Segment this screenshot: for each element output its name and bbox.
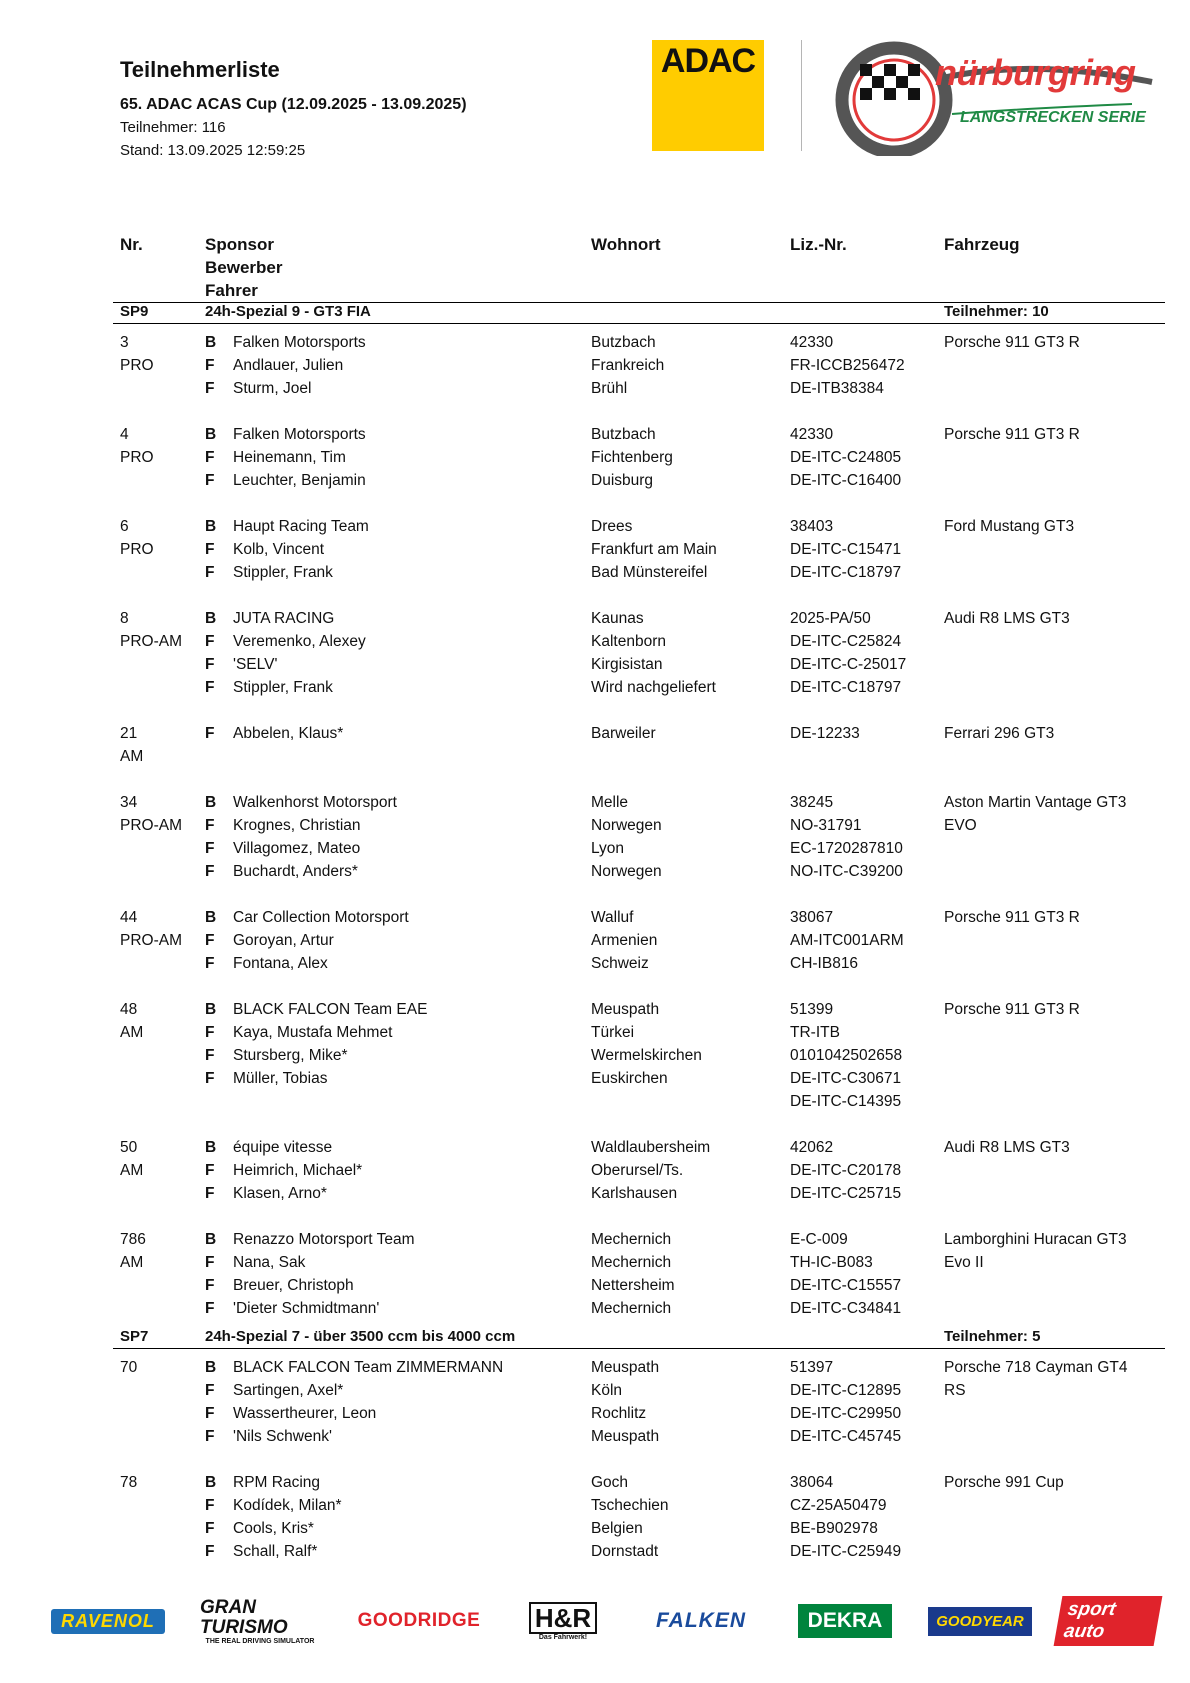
- start-number: 48: [120, 1001, 138, 1018]
- entry-row: [113, 1425, 1165, 1448]
- role-marker: F: [205, 449, 215, 466]
- person-name: Müller, Tobias: [233, 1070, 328, 1087]
- person-name: Kolb, Vincent: [233, 541, 325, 558]
- wohnort: Mechernich: [591, 1300, 672, 1317]
- person-name: Stursberg, Mike*: [233, 1047, 348, 1064]
- wohnort: Brühl: [591, 380, 628, 397]
- person-name: 'Dieter Schmidtmann': [233, 1300, 380, 1317]
- vehicle: Ford Mustang GT3: [944, 518, 1075, 535]
- person-name: Buchardt, Anders*: [233, 863, 358, 880]
- role-marker: F: [205, 1300, 215, 1317]
- category: PRO-AM: [120, 633, 182, 650]
- role-marker: B: [205, 909, 217, 926]
- col-fahrer: Fahrer: [205, 281, 258, 300]
- person-name: Veremenko, Alexey: [233, 633, 366, 650]
- wohnort: Wird nachgeliefert: [591, 679, 716, 696]
- wohnort: Frankreich: [591, 357, 665, 374]
- role-marker: B: [205, 1474, 217, 1491]
- role-marker: F: [205, 679, 215, 696]
- start-number: 786: [120, 1231, 146, 1248]
- license-number: DE-ITC-C15557: [790, 1277, 902, 1294]
- category: PRO: [120, 357, 154, 374]
- entry-row: [113, 1136, 1165, 1159]
- person-name: Heinemann, Tim: [233, 449, 346, 466]
- wohnort: Euskirchen: [591, 1070, 668, 1087]
- class-code: SP9: [120, 303, 149, 320]
- wohnort: Dornstadt: [591, 1543, 659, 1560]
- entry-78: [113, 1471, 1165, 1563]
- license-number: E-C-009: [790, 1231, 848, 1248]
- wohnort: Fichtenberg: [591, 449, 673, 466]
- wohnort: Walluf: [591, 909, 634, 926]
- entry-row: [113, 423, 1165, 446]
- entry-row: [113, 354, 1165, 377]
- entry-row: [113, 1044, 1165, 1067]
- wohnort: Meuspath: [591, 1001, 660, 1018]
- license-number: DE-ITC-C34841: [790, 1300, 902, 1317]
- license-number: DE-ITC-C24805: [790, 449, 902, 466]
- role-marker: B: [205, 610, 217, 627]
- person-name: Renazzo Motorsport Team: [233, 1231, 415, 1248]
- license-number: DE-ITC-C15471: [790, 541, 902, 558]
- license-number: DE-ITC-C14395: [790, 1093, 902, 1110]
- class-count: Teilnehmer: 5: [944, 1328, 1041, 1345]
- license-number: DE-ITC-C-25017: [790, 656, 907, 673]
- person-name: BLACK FALCON Team ZIMMERMANN: [233, 1359, 504, 1376]
- role-marker: F: [205, 817, 215, 834]
- license-number: DE-ITC-C45745: [790, 1428, 902, 1445]
- entry-row: [113, 1228, 1165, 1251]
- vehicle: Aston Martin Vantage GT3: [944, 794, 1127, 811]
- license-number: 38064: [790, 1474, 834, 1491]
- entry-row: [113, 929, 1165, 952]
- wohnort: Kaltenborn: [591, 633, 666, 650]
- wohnort: Meuspath: [591, 1428, 660, 1445]
- entry-row: [113, 722, 1165, 745]
- wohnort: Karlshausen: [591, 1185, 678, 1202]
- wohnort: Bad Münstereifel: [591, 564, 708, 581]
- ravenol-logo-text: RAVENOL: [51, 1609, 165, 1634]
- col-bewerber: Bewerber: [205, 258, 283, 277]
- vehicle: Porsche 718 Cayman GT4: [944, 1359, 1128, 1376]
- role-marker: F: [205, 357, 215, 374]
- entry-row: [113, 1379, 1165, 1402]
- category: AM: [120, 1024, 144, 1041]
- person-name: Goroyan, Artur: [233, 932, 334, 949]
- entry-50: [113, 1136, 1165, 1205]
- sport-auto-logo: [1058, 1598, 1158, 1644]
- wohnort: Meuspath: [591, 1359, 660, 1376]
- role-marker: B: [205, 794, 217, 811]
- license-number: DE-ITC-C25824: [790, 633, 902, 650]
- role-marker: F: [205, 1070, 215, 1087]
- entry-34: [113, 791, 1165, 883]
- class-code: SP7: [120, 1328, 149, 1345]
- category: AM: [120, 1162, 144, 1179]
- person-name: Haupt Racing Team: [233, 518, 369, 535]
- wohnort: Goch: [591, 1474, 629, 1491]
- entry-row: [113, 630, 1165, 653]
- entry-row: [113, 446, 1165, 469]
- license-number: AM-ITC001ARM: [790, 932, 904, 949]
- falken-logo: FALKEN: [656, 1609, 746, 1632]
- goodyear-logo: [920, 1598, 1040, 1644]
- goodridge-logo: GOODRIDGE: [357, 1610, 481, 1631]
- category: AM: [120, 1254, 144, 1271]
- entry-786: [113, 1228, 1165, 1320]
- logo-divider: [801, 40, 802, 151]
- dekra-logo: [790, 1598, 900, 1644]
- entry-70: [113, 1356, 1165, 1448]
- role-marker: F: [205, 1254, 215, 1271]
- license-number: DE-ITC-C29950: [790, 1405, 902, 1422]
- entry-row: [113, 1067, 1165, 1090]
- role-marker: F: [205, 840, 215, 857]
- role-marker: B: [205, 518, 217, 535]
- entry-row: [113, 1297, 1165, 1320]
- person-name: Breuer, Christoph: [233, 1277, 354, 1294]
- wohnort: Waldlaubersheim: [591, 1139, 711, 1156]
- person-name: Cools, Kris*: [233, 1520, 314, 1537]
- entry-row: [113, 377, 1165, 400]
- person-name: BLACK FALCON Team EAE: [233, 1001, 428, 1018]
- person-name: Abbelen, Klaus*: [233, 725, 344, 742]
- entry-row: [113, 1182, 1165, 1205]
- wohnort: Mechernich: [591, 1231, 672, 1248]
- person-name: Falken Motorsports: [233, 426, 366, 443]
- role-marker: F: [205, 1497, 215, 1514]
- wohnort: Norwegen: [591, 863, 662, 880]
- wohnort: Türkei: [591, 1024, 635, 1041]
- adac-logo-text: ADAC: [660, 42, 756, 80]
- col-liz: Liz.-Nr.: [790, 235, 847, 254]
- role-marker: F: [205, 1024, 215, 1041]
- class-count: Teilnehmer: 10: [944, 303, 1049, 320]
- license-number: DE-ITC-C18797: [790, 679, 902, 696]
- wohnort: Kirgisistan: [591, 656, 663, 673]
- category: PRO: [120, 449, 154, 466]
- person-name: Wassertheurer, Leon: [233, 1405, 377, 1422]
- wohnort: Duisburg: [591, 472, 654, 489]
- entry-row: [113, 906, 1165, 929]
- entry-4: [113, 423, 1165, 492]
- license-number: TH-IC-B083: [790, 1254, 873, 1271]
- col-sponsor: Sponsor: [205, 235, 274, 254]
- entry-3: [113, 331, 1165, 400]
- vehicle: Evo II: [944, 1254, 984, 1271]
- col-sponsor-group: [205, 233, 282, 302]
- sponsor-bar: [38, 1598, 1158, 1644]
- role-marker: B: [205, 1001, 217, 1018]
- role-marker: B: [205, 426, 217, 443]
- person-name: Leuchter, Benjamin: [233, 472, 366, 489]
- role-marker: B: [205, 1139, 217, 1156]
- adac-logo: [652, 40, 764, 151]
- entry-row: [113, 607, 1165, 630]
- role-marker: F: [205, 1428, 215, 1445]
- role-marker: F: [205, 1047, 215, 1064]
- vehicle: Ferrari 296 GT3: [944, 725, 1055, 742]
- license-number: CZ-25A50479: [790, 1497, 887, 1514]
- start-number: 70: [120, 1359, 138, 1376]
- role-marker: F: [205, 725, 215, 742]
- start-number: 8: [120, 610, 129, 627]
- event-title: 65. ADAC ACAS Cup (12.09.2025 - 13.09.2025): [120, 96, 467, 113]
- participant-count: Teilnehmer: 116: [120, 119, 226, 136]
- entry-row: [113, 1090, 1165, 1113]
- wohnort: Butzbach: [591, 426, 656, 443]
- column-header: [113, 233, 1165, 303]
- license-number: DE-ITC-C12895: [790, 1382, 902, 1399]
- start-number: 44: [120, 909, 138, 926]
- role-marker: F: [205, 1185, 215, 1202]
- license-number: DE-ITC-C16400: [790, 472, 902, 489]
- class-header: [113, 300, 1165, 324]
- wohnort: Schweiz: [591, 955, 649, 972]
- vehicle: Porsche 911 GT3 R: [944, 909, 1080, 926]
- ravenol-logo: [38, 1598, 178, 1644]
- person-name: Falken Motorsports: [233, 334, 366, 351]
- license-number: DE-12233: [790, 725, 860, 742]
- entry-row: [113, 561, 1165, 584]
- category: PRO-AM: [120, 817, 182, 834]
- vehicle: Lamborghini Huracan GT3: [944, 1231, 1127, 1248]
- license-number: DE-ITB38384: [790, 380, 884, 397]
- vehicle: Porsche 911 GT3 R: [944, 1001, 1080, 1018]
- wohnort: Norwegen: [591, 817, 662, 834]
- entry-row: [113, 814, 1165, 837]
- goodyear-logo-text: GOODYEAR: [928, 1607, 1032, 1636]
- category: PRO-AM: [120, 932, 182, 949]
- entry-row: [113, 1540, 1165, 1563]
- vehicle: Audi R8 LMS GT3: [944, 610, 1070, 627]
- entry-row: [113, 1356, 1165, 1379]
- person-name: Heimrich, Michael*: [233, 1162, 363, 1179]
- person-name: Villagomez, Mateo: [233, 840, 361, 857]
- license-number: DE-ITC-C20178: [790, 1162, 902, 1179]
- vehicle: Audi R8 LMS GT3: [944, 1139, 1070, 1156]
- license-number: 51399: [790, 1001, 834, 1018]
- person-name: Stippler, Frank: [233, 564, 333, 581]
- role-marker: F: [205, 1162, 215, 1179]
- class-name: 24h-Spezial 9 - GT3 FIA: [205, 303, 371, 320]
- category: AM: [120, 748, 144, 765]
- entry-row: [113, 998, 1165, 1021]
- wohnort: Butzbach: [591, 334, 656, 351]
- entry-row: [113, 469, 1165, 492]
- wohnort: Belgien: [591, 1520, 643, 1537]
- license-number: CH-IB816: [790, 955, 859, 972]
- role-marker: F: [205, 472, 215, 489]
- entry-44: [113, 906, 1165, 975]
- person-name: Andlauer, Julien: [233, 357, 344, 374]
- wohnort: Tschechien: [591, 1497, 669, 1514]
- start-number: 6: [120, 518, 129, 535]
- vehicle: Porsche 991 Cup: [944, 1474, 1064, 1491]
- start-number: 4: [120, 426, 129, 443]
- wohnort: Nettersheim: [591, 1277, 675, 1294]
- person-name: Kaya, Mustafa Mehmet: [233, 1024, 393, 1041]
- entry-row: [113, 1021, 1165, 1044]
- role-marker: F: [205, 863, 215, 880]
- license-number: NO-ITC-C39200: [790, 863, 903, 880]
- wohnort: Kaunas: [591, 610, 644, 627]
- vehicle: RS: [944, 1382, 966, 1399]
- gran-turismo-logo-sub: THE REAL DRIVING SIMULATOR: [205, 1637, 315, 1645]
- hr-logo-sub: Das Fahrwerk!: [538, 1633, 588, 1641]
- license-number: BE-B902978: [790, 1520, 878, 1537]
- person-name: Stippler, Frank: [233, 679, 333, 696]
- class-header: [113, 1325, 1165, 1349]
- role-marker: F: [205, 1405, 215, 1422]
- wohnort: Barweiler: [591, 725, 656, 742]
- wohnort: Oberursel/Ts.: [591, 1162, 684, 1179]
- entry-row: [113, 331, 1165, 354]
- document-title: Teilnehmerliste: [120, 57, 280, 82]
- start-number: 34: [120, 794, 138, 811]
- vehicle: Porsche 911 GT3 R: [944, 334, 1080, 351]
- entry-row: [113, 837, 1165, 860]
- role-marker: F: [205, 656, 215, 673]
- role-marker: F: [205, 1382, 215, 1399]
- person-name: Car Collection Motorsport: [233, 909, 409, 926]
- entry-48: [113, 998, 1165, 1113]
- wohnort: Wermelskirchen: [591, 1047, 702, 1064]
- wohnort: Lyon: [591, 840, 625, 857]
- entry-row: [113, 1402, 1165, 1425]
- person-name: Kodídek, Milan*: [233, 1497, 342, 1514]
- entry-row: [113, 538, 1165, 561]
- role-marker: F: [205, 633, 215, 650]
- entry-row: [113, 676, 1165, 699]
- license-number: DE-ITC-C25949: [790, 1543, 902, 1560]
- status-timestamp: Stand: 13.09.2025 12:59:25: [120, 142, 306, 159]
- license-number: 38067: [790, 909, 834, 926]
- wohnort: Drees: [591, 518, 633, 535]
- person-name: Klasen, Arno*: [233, 1185, 327, 1202]
- entry-row: [113, 1251, 1165, 1274]
- license-number: 0101042502658: [790, 1047, 903, 1064]
- person-name: 'SELV': [233, 656, 278, 673]
- entry-row: [113, 860, 1165, 883]
- wohnort: Frankfurt am Main: [591, 541, 717, 558]
- license-number: EC-1720287810: [790, 840, 903, 857]
- entry-6: [113, 515, 1165, 584]
- role-marker: B: [205, 1231, 217, 1248]
- nuerburgring-wordmark: nürburgring: [935, 52, 1136, 93]
- hr-logo: [518, 1598, 608, 1644]
- entry-row: [113, 1494, 1165, 1517]
- license-number: DE-ITC-C30671: [790, 1070, 902, 1087]
- start-number: 78: [120, 1474, 138, 1491]
- person-name: RPM Racing: [233, 1474, 320, 1491]
- gran-turismo-logo: [200, 1598, 320, 1644]
- license-number: 38245: [790, 794, 834, 811]
- license-number: 42330: [790, 334, 834, 351]
- entry-row: [113, 1274, 1165, 1297]
- license-number: DE-ITC-C25715: [790, 1185, 902, 1202]
- sport-auto-logo-text: sport auto: [1054, 1596, 1163, 1646]
- role-marker: F: [205, 1543, 215, 1560]
- license-number: TR-ITB: [790, 1024, 840, 1041]
- person-name: Fontana, Alex: [233, 955, 328, 972]
- role-marker: F: [205, 564, 215, 581]
- role-marker: B: [205, 1359, 217, 1376]
- document-header: [120, 56, 640, 162]
- role-marker: F: [205, 380, 215, 397]
- entry-row: [113, 1471, 1165, 1494]
- role-marker: F: [205, 955, 215, 972]
- category: PRO: [120, 541, 154, 558]
- person-name: Krognes, Christian: [233, 817, 361, 834]
- col-wohnort: Wohnort: [591, 235, 661, 254]
- col-nr: Nr.: [120, 235, 143, 254]
- person-name: Sartingen, Axel*: [233, 1382, 344, 1399]
- entry-row: [113, 653, 1165, 676]
- license-number: NO-31791: [790, 817, 862, 834]
- license-number: 38403: [790, 518, 834, 535]
- wohnort: Mechernich: [591, 1254, 672, 1271]
- role-marker: B: [205, 334, 217, 351]
- dekra-logo-text: DEKRA: [798, 1604, 893, 1638]
- license-number: 51397: [790, 1359, 834, 1376]
- person-name: 'Nils Schwenk': [233, 1428, 332, 1445]
- start-number: 50: [120, 1139, 138, 1156]
- person-name: Schall, Ralf*: [233, 1543, 318, 1560]
- entry-row: [113, 515, 1165, 538]
- role-marker: F: [205, 932, 215, 949]
- wohnort: Köln: [591, 1382, 623, 1399]
- person-name: Sturm, Joel: [233, 380, 312, 397]
- gran-turismo-logo-text: GRAN TURISMO: [200, 1596, 288, 1638]
- vehicle: EVO: [944, 817, 977, 834]
- start-number: 3: [120, 334, 129, 351]
- role-marker: F: [205, 541, 215, 558]
- class-name: 24h-Spezial 7 - über 3500 ccm bis 4000 ccm: [205, 1328, 516, 1345]
- hr-logo-text: H&R: [529, 1602, 597, 1634]
- start-number: 21: [120, 725, 138, 742]
- wohnort: Rochlitz: [591, 1405, 647, 1422]
- role-marker: F: [205, 1277, 215, 1294]
- entry-8: [113, 607, 1165, 699]
- license-number: DE-ITC-C18797: [790, 564, 902, 581]
- license-number: 42330: [790, 426, 834, 443]
- person-name: JUTA RACING: [233, 610, 335, 627]
- license-number: 42062: [790, 1139, 834, 1156]
- person-name: Walkenhorst Motorsport: [233, 794, 397, 811]
- wohnort: Armenien: [591, 932, 658, 949]
- person-name: Nana, Sak: [233, 1254, 306, 1271]
- role-marker: F: [205, 1520, 215, 1537]
- vehicle: Porsche 911 GT3 R: [944, 426, 1080, 443]
- entry-row: [113, 1517, 1165, 1540]
- license-number: 2025-PA/50: [790, 610, 871, 627]
- col-fahrzeug: Fahrzeug: [944, 235, 1020, 254]
- nuerburgring-subtitle: LANGSTRECKEN SERIE: [960, 109, 1146, 126]
- entry-21: [113, 722, 1165, 768]
- entry-row: [113, 1159, 1165, 1182]
- entry-row: [113, 791, 1165, 814]
- license-number: FR-ICCB256472: [790, 357, 905, 374]
- wohnort: Melle: [591, 794, 629, 811]
- person-name: équipe vitesse: [233, 1139, 333, 1156]
- entry-row: [113, 952, 1165, 975]
- entry-row: [113, 745, 1165, 768]
